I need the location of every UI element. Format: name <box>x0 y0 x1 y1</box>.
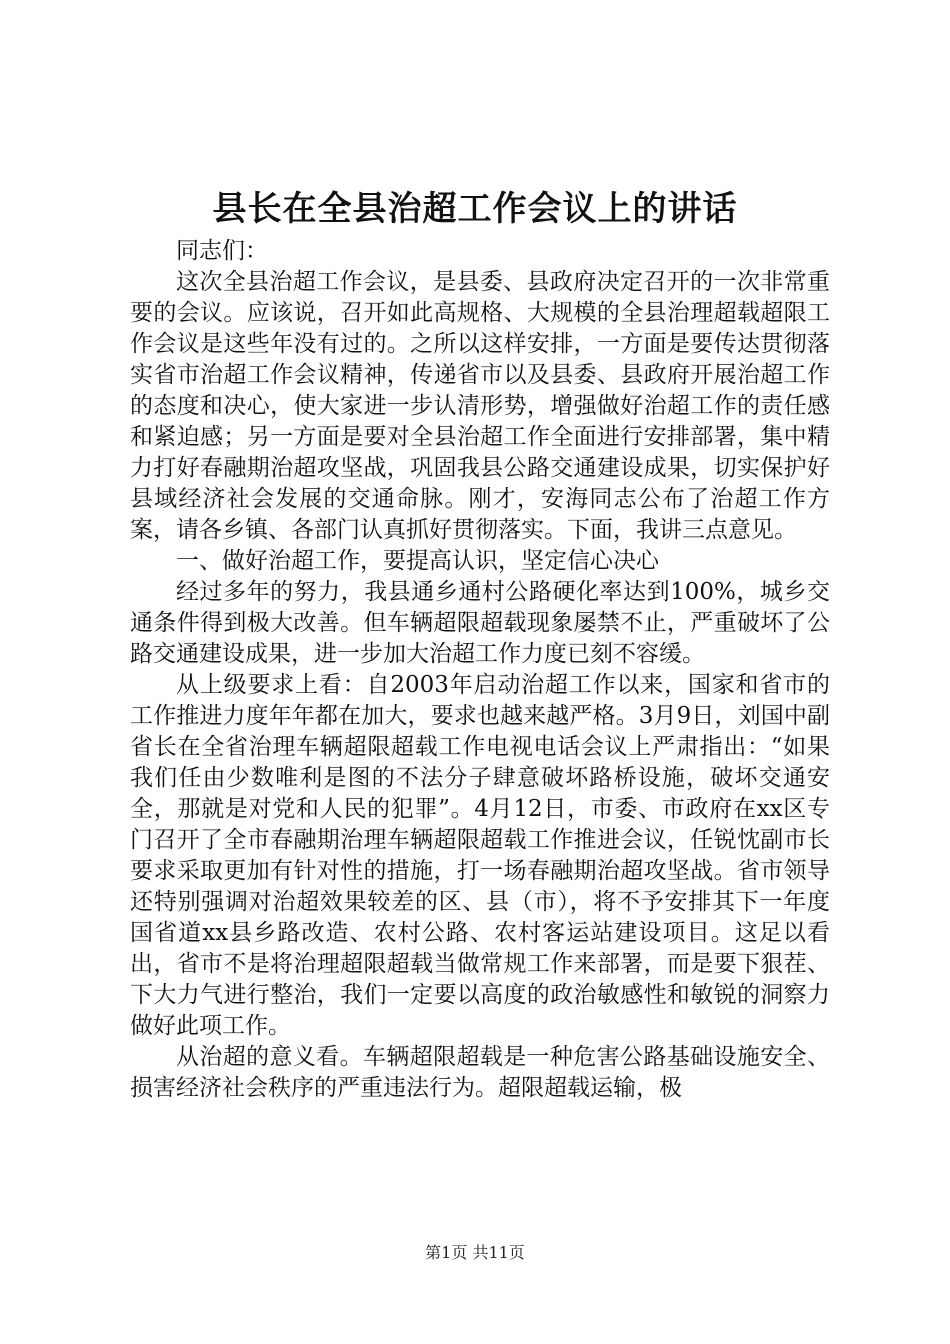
page-number-footer: 第1页 共11页 <box>425 1243 525 1262</box>
paragraph-road-results: 经过多年的努力，我县通乡通村公路硬化率达到100%，城乡交通条件得到极大改善。但车辆超限超载现象屡禁不止，严重破坏了公路交通建设成果，进一步加大治超工作力度已刻不容缓。 <box>130 579 830 667</box>
document-body <box>130 236 830 1104</box>
section-heading-1: 一、做好治超工作，要提高认识，坚定信心决心 <box>176 548 659 574</box>
paragraph-intro: 这次全县治超工作会议，是县委、县政府决定召开的一次非常重要的会议。应该说，召开如此高规格、大规模的全县治理超载超限工作会议是这些年没有过的。之所以这样安排，一方面是要传达贯彻落实省市治超工作会议精神，传递省市以及县委、县政府开展治超工作的态度和决心，使大家进一步认清形势，增强做好治超工作的责任感和紧迫感；另一方面是要对全县治超工作全面进行安排部署，集中精力打好春融期治超攻坚战，巩固我县公路交通建设成果，切实保护好县域经济社会发展的交通命脉。刚才，安海同志公布了治超工作方案，请各乡镇、各部门认真抓好贯彻落实。下面，我讲三点意见。 <box>130 269 830 543</box>
paragraph-significance: 从治超的意义看。车辆超限超载是一种危害公路基础设施安全、损害经济社会秩序的严重违法行为。超限超载运输，极 <box>130 1044 830 1101</box>
paragraph-salutation: 同志们： <box>176 238 268 264</box>
paragraph-superior-requirements: 从上级要求上看：自2003年启动治超工作以来，国家和省市的工作推进力度年年都在加大，要求也越来越严格。3月9日，刘国中副省长在全省治理车辆超限超载工作电视电话会议上严肃指出：“如果我们任由少数唯利是图的不法分子肆意破坏路桥设施，破坏交通安全，那就是对党和人民的犯罪”。4月12日，市委、市政府在xx区专门召开了全市春融期治理车辆超限超载工作推进会议，任锐忱副市长要求采取更加有针对性的措施，打一场春融期治超攻坚战。省市领导还特别强调对治超效果较差的区、县（市），将不予安排其下一年度国省道xx县乡路改造、农村公路、农村客运站建设项目。这足以看出，省市不是将治理超限超载当做常规工作来部署，而是要下狠茬、下大力气进行整治，我们一定要以高度的政治敏感性和敏锐的洞察力做好此项工作。 <box>130 672 830 1039</box>
document-title: 县长在全县治超工作会议上的讲话 <box>212 189 738 229</box>
